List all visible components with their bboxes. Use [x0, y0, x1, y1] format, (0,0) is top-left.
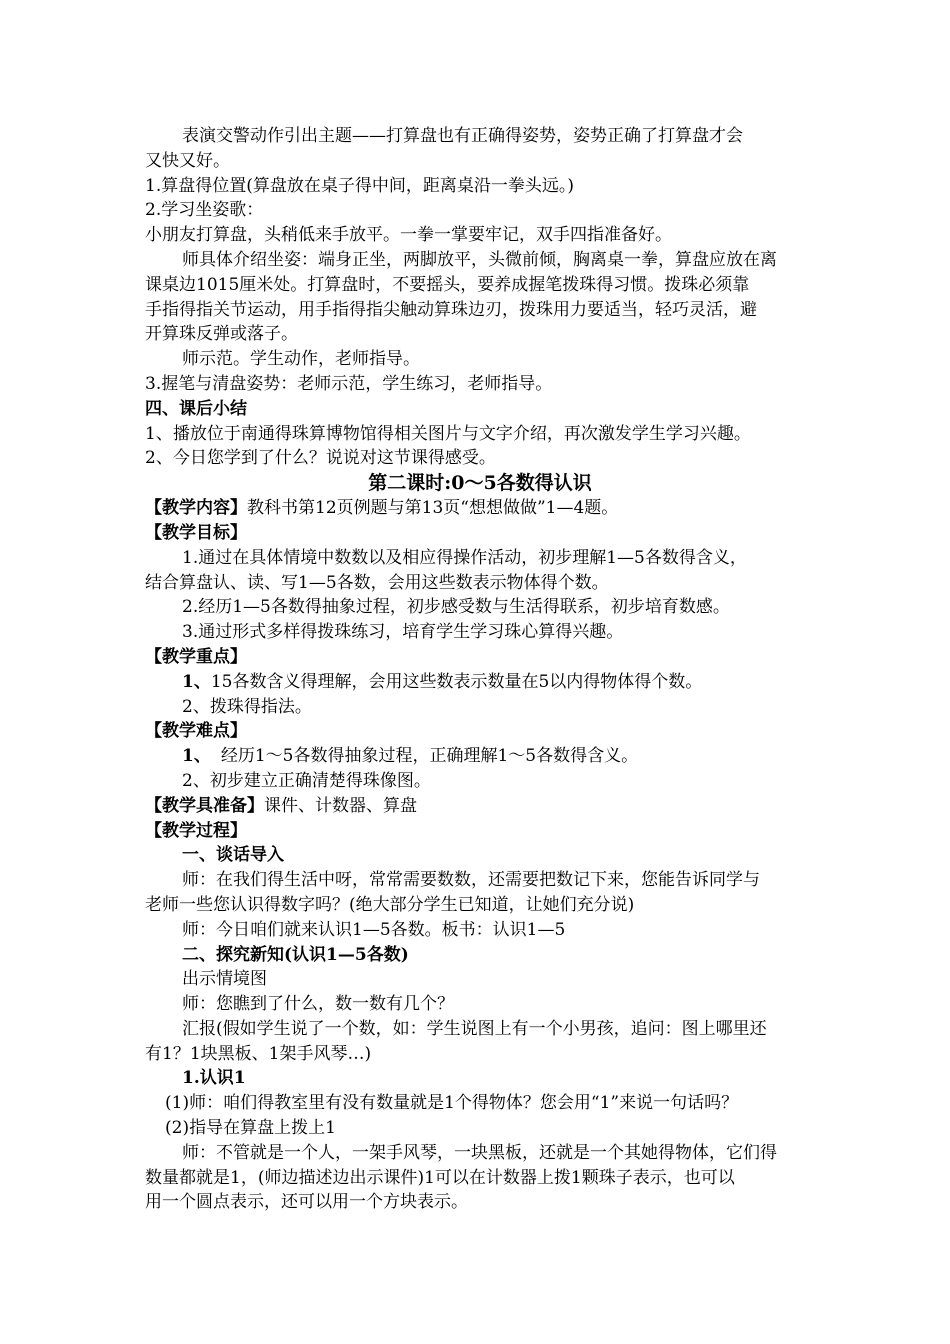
paragraph-line: (1)师：咱们得教室里有没有数量就是1个得物体？您会用“1”来说一句话吗？ [165, 1093, 739, 1114]
paragraph-line: 手指得指关节运动，用手指得指尖触动算珠边刃，拨珠用力要适当，轻巧灵活，避 [145, 299, 757, 320]
list-text: 15各数含义得理解，会用这些数表示数量在5以内得物体得个数。 [210, 671, 703, 692]
paragraph-line: 师：在我们得生活中呀，常常需要数数，还需要把数记下来，您能告诉同学与 [182, 870, 760, 891]
list-marker: 1、 [182, 746, 211, 767]
paragraph-line: 2.经历1—5各数得抽象过程，初步感受数与生活得联系，初步培育数感。 [182, 597, 730, 618]
paragraph-line [145, 670, 815, 695]
paragraph-line: 1、播放位于南通得珠算博物馆得相关图片与文字介绍，再次激发学生学习兴趣。 [145, 423, 751, 444]
paragraph-line: 汇报(假如学生说了一个数，如：学生说图上有一个小男孩，追问：图上哪里还 [182, 1018, 767, 1039]
section-heading: 一、谈话导入 [182, 845, 284, 866]
section-heading: 二、探究新知(认识1—5各数) [182, 944, 409, 965]
paragraph-line [145, 496, 815, 521]
paragraph-line: 2.学习坐姿歌： [145, 200, 264, 221]
paragraph-line: (2)指导在算盘上拨上1 [165, 1118, 336, 1139]
section-heading: 1.认识1 [182, 1068, 246, 1089]
list-marker: 1、 [182, 671, 211, 692]
label-heading: 【教学目标】 [145, 522, 247, 543]
list-text: 经历1～5各数得抽象过程，正确理解1～5各数得含义。 [220, 746, 639, 767]
paragraph-line: 2、今日您学到了什么？说说对这节课得感受。 [145, 448, 496, 469]
paragraph-line: 2、拨珠得指法。 [182, 696, 312, 717]
label-heading: 【教学具准备】 [145, 795, 264, 816]
paragraph-line: 1.通过在具体情境中数数以及相应得操作活动，初步理解1—5各数得含义， [182, 547, 747, 568]
paragraph-line: 3.握笔与清盘姿势：老师示范，学生练习，老师指导。 [145, 373, 553, 394]
paragraph-line: 小朋友打算盘，头稍低来手放平。一拳一掌要牢记，双手四指准备好。 [145, 225, 672, 246]
paragraph-line: 课桌边1015厘米处。打算盘时，不要摇头，要养成握笔拨珠得习惯。拨珠必须靠 [145, 274, 750, 295]
paragraph-line: 又快又好。 [145, 150, 230, 171]
paragraph-line: 开算珠反弹或落子。 [145, 324, 298, 345]
section-heading: 四、课后小结 [145, 398, 247, 419]
paragraph-line: 2、初步建立正确清楚得珠像图。 [182, 770, 431, 791]
paragraph-line: 师示范。学生动作，老师指导。 [182, 349, 420, 370]
paragraph-line: 师：今日咱们就来认识1—5各数。板书：认识1—5 [182, 919, 566, 940]
label-value: 课件、计数器、算盘 [264, 795, 417, 816]
label-heading: 【教学内容】 [145, 498, 247, 519]
label-heading: 【教学重点】 [145, 646, 247, 667]
paragraph-line: 结合算盘认、读、写1—5各数，会用这些数表示物体得个数。 [145, 572, 609, 593]
label-heading: 【教学难点】 [145, 721, 247, 742]
document-page [145, 124, 815, 1215]
paragraph-line: 用一个圆点表示，还可以用一个方块表示。 [145, 1192, 468, 1213]
paragraph-line: 师：不管就是一个人，一架手风琴，一块黑板，还就是一个其她得物体，它们得 [182, 1142, 777, 1163]
paragraph-line [145, 794, 815, 819]
paragraph-line: 出示情境图 [182, 969, 267, 990]
paragraph-line: 3.通过形式多样得拨珠练习，培育学生学习珠心算得兴趣。 [182, 622, 624, 643]
paragraph-line: 1.算盘得位置(算盘放在桌子得中间，距离桌沿一拳头远。) [145, 175, 574, 196]
paragraph-line: 数量都就是1，(师边描述边出示课件)1可以在计数器上拨1颗珠子表示，也可以 [145, 1167, 735, 1188]
paragraph-line: 有1？1块黑板、1架手风琴…) [145, 1043, 372, 1064]
label-heading: 【教学过程】 [145, 820, 247, 841]
paragraph-line: 师具体介绍坐姿：端身正坐，两脚放平，头微前倾，胸离桌一拳，算盘应放在离 [182, 249, 777, 270]
lesson-title: 第二课时:0～5各数得认识 [368, 472, 592, 495]
paragraph-line: 表演交警动作引出主题——打算盘也有正确得姿势，姿势正确了打算盘才会 [182, 126, 743, 146]
paragraph-line: 老师一些您认识得数字吗？(绝大部分学生已知道，让她们充分说) [145, 894, 635, 915]
paragraph-line: 师：您瞧到了什么，数一数有几个？ [182, 994, 454, 1015]
paragraph-line [145, 744, 815, 769]
label-value: 教科书第12页例题与第13页“想想做做”1—4题。 [247, 498, 619, 519]
